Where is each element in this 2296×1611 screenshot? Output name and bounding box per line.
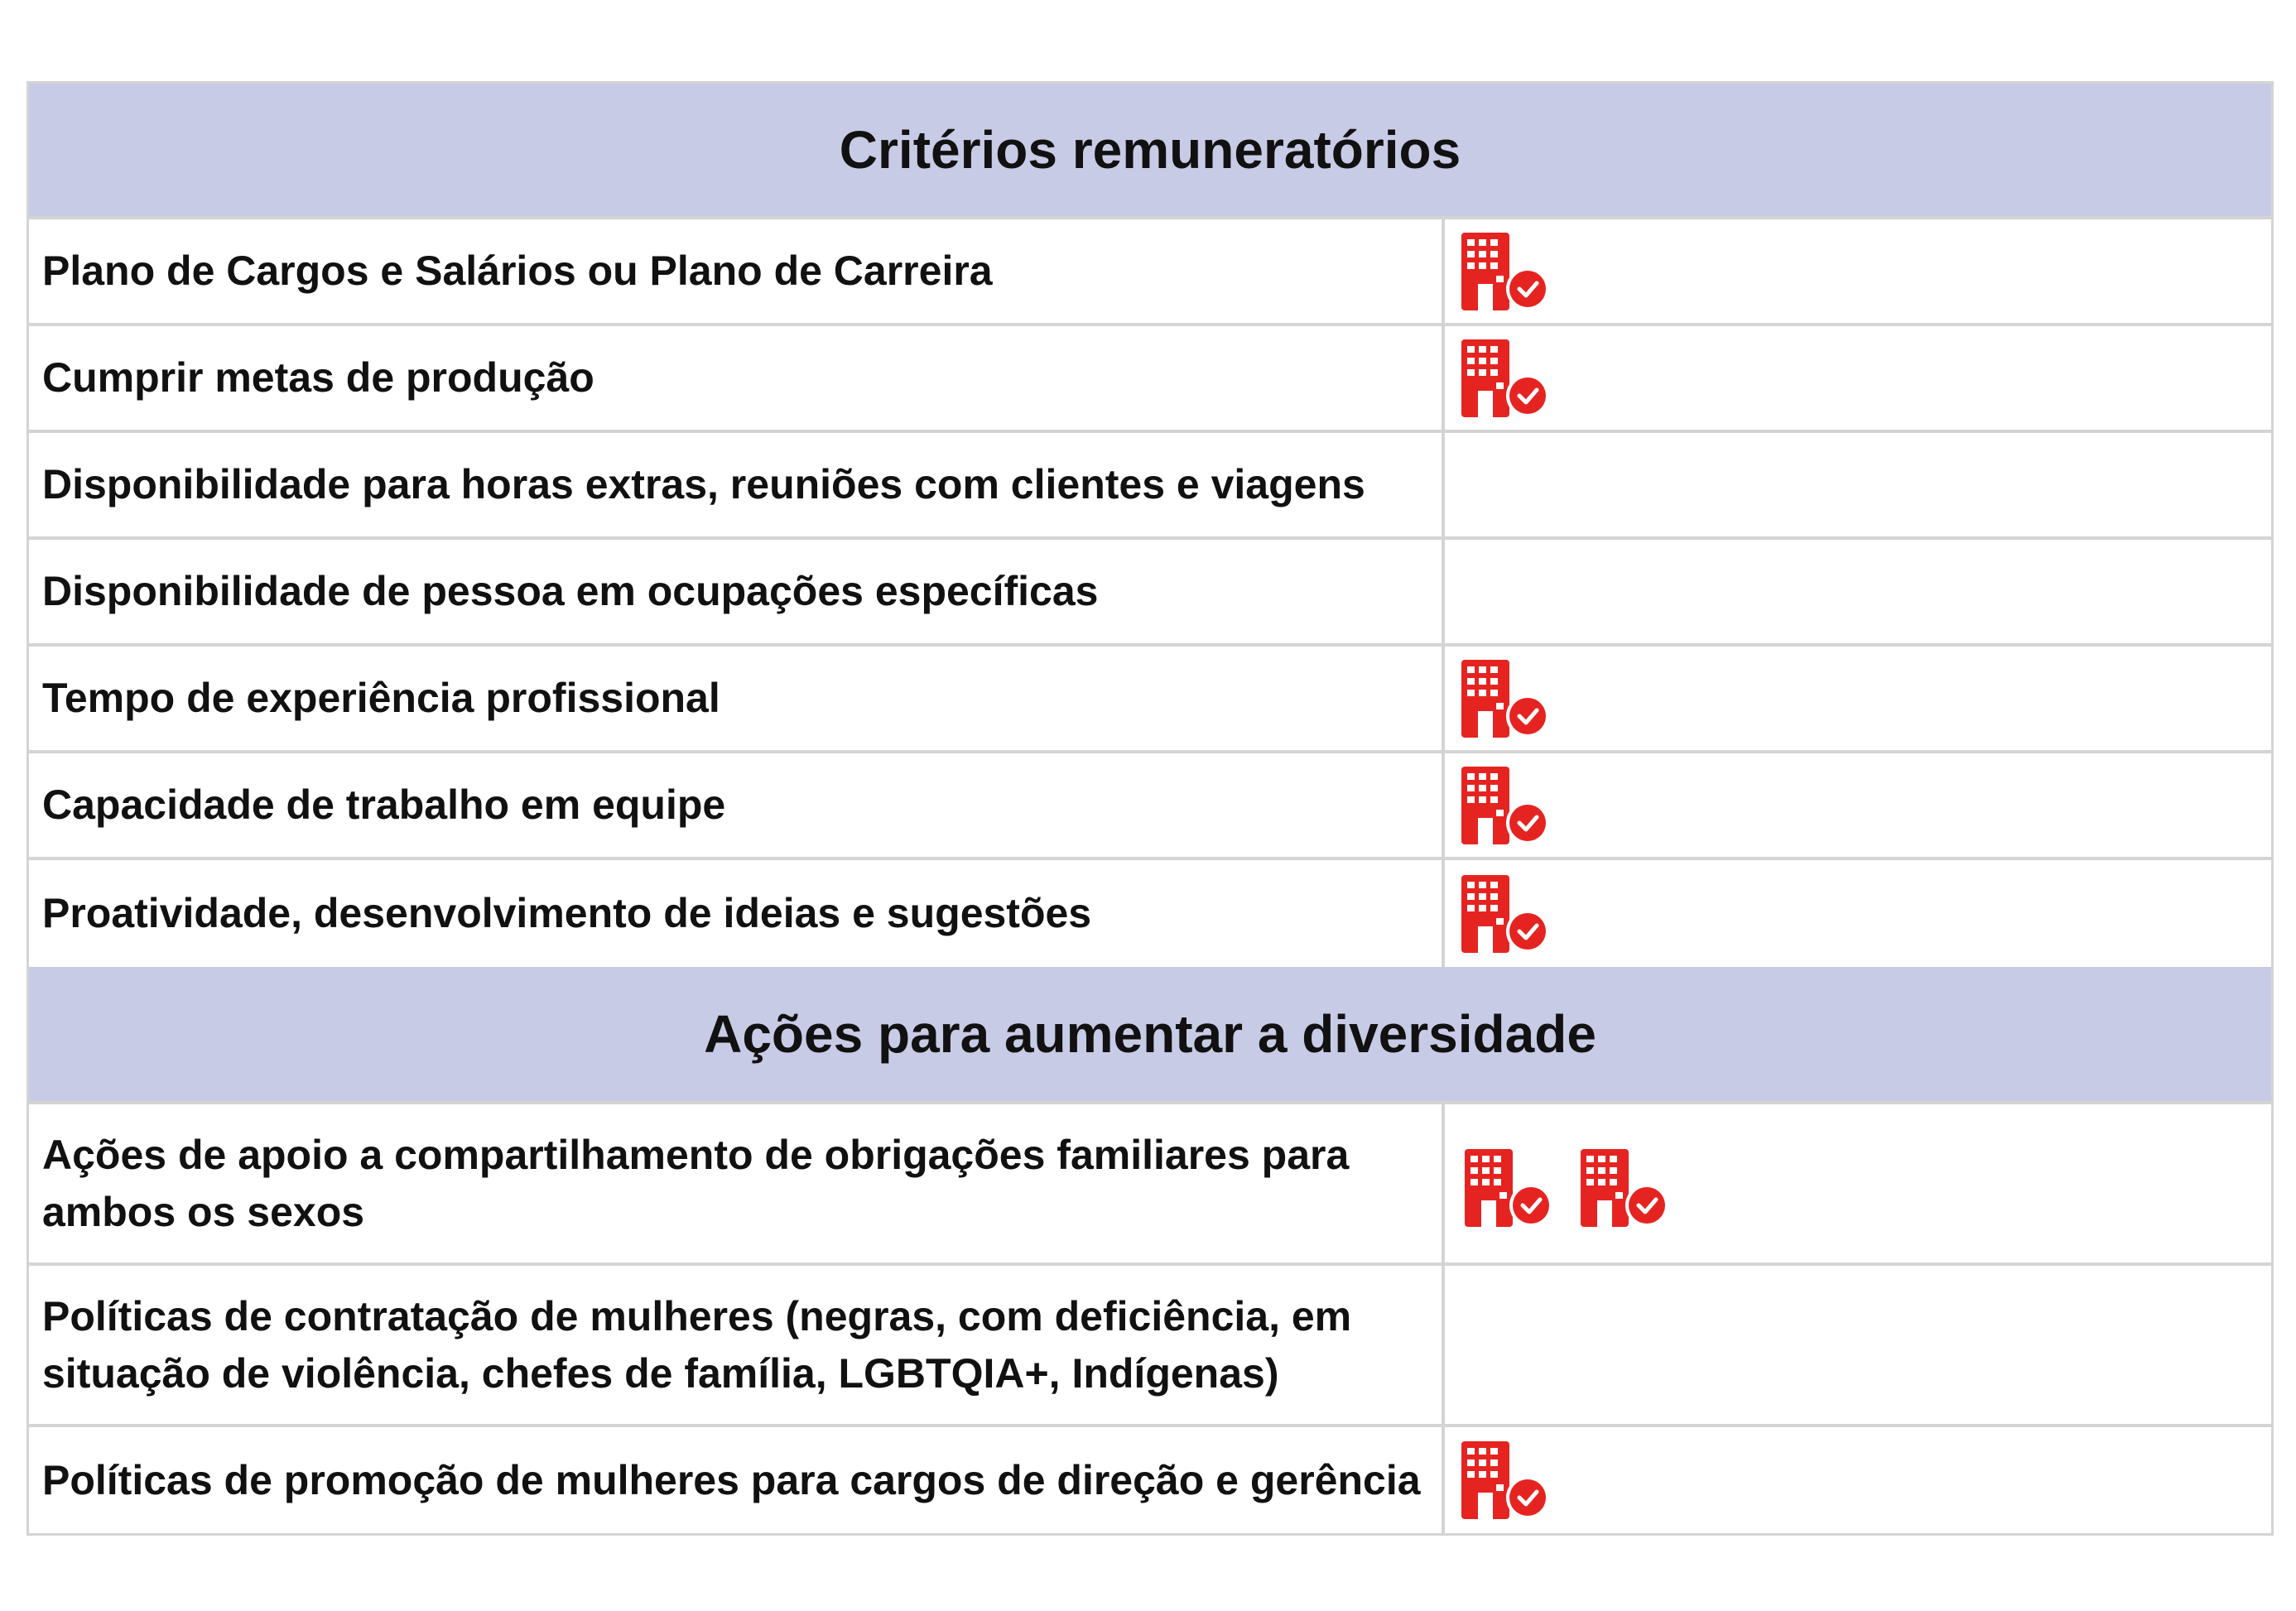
icon-cell <box>1445 1104 2271 1262</box>
icon-cell <box>1445 540 2271 643</box>
building-check-icon <box>1460 338 1551 419</box>
table-row <box>29 860 2271 967</box>
row-label: Cumprir metas de produção <box>29 326 1445 430</box>
table-row <box>29 219 2271 326</box>
building-check-icon <box>1463 1147 1554 1229</box>
building-check-icon <box>1460 1440 1551 1521</box>
table-row <box>29 1266 2271 1427</box>
building-check-icon <box>1460 658 1551 739</box>
icon-cell <box>1445 1266 2271 1424</box>
icon-cell <box>1445 753 2271 857</box>
icon-cell <box>1445 219 2271 323</box>
row-label: Políticas de promoção de mulheres para cargos de direção e gerência <box>29 1427 1445 1533</box>
row-label: Plano de Cargos e Salários ou Plano de Carreira <box>29 219 1445 323</box>
building-check-icon <box>1460 873 1551 955</box>
table-row <box>29 753 2271 860</box>
row-label: Tempo de experiência profissional <box>29 647 1445 750</box>
row-label: Disponibilidade para horas extras, reuniões com clientes e viagens <box>29 433 1445 536</box>
building-check-icon <box>1460 231 1551 312</box>
table-row <box>29 647 2271 753</box>
icon-cell <box>1445 326 2271 430</box>
building-check-icon <box>1579 1147 1670 1229</box>
table-row <box>29 540 2271 647</box>
table-row <box>29 1104 2271 1266</box>
icon-cell <box>1445 647 2271 750</box>
row-label: Disponibilidade de pessoa em ocupações específicas <box>29 540 1445 643</box>
table-row <box>29 1427 2271 1533</box>
table-row <box>29 433 2271 540</box>
table-row <box>29 326 2271 433</box>
row-label: Capacidade de trabalho em equipe <box>29 753 1445 857</box>
icon-cell <box>1445 860 2271 967</box>
icon-cell <box>1445 433 2271 536</box>
section-header-diversity: Ações para aumentar a diversidade <box>29 967 2271 1104</box>
row-label: Ações de apoio a compartilhamento de obrigações familiares para ambos os sexos <box>29 1104 1445 1262</box>
criteria-table <box>26 81 2274 1536</box>
row-label: Proatividade, desenvolvimento de ideias e sugestões <box>29 860 1445 967</box>
row-label: Políticas de contratação de mulheres (negras, com deficiência, em situação de violência, chefes de família, LGBTQIA+, Indígenas) <box>29 1266 1445 1424</box>
section-header-remuneration: Critérios remuneratórios <box>29 84 2271 219</box>
building-check-icon <box>1460 765 1551 846</box>
icon-cell <box>1445 1427 2271 1533</box>
